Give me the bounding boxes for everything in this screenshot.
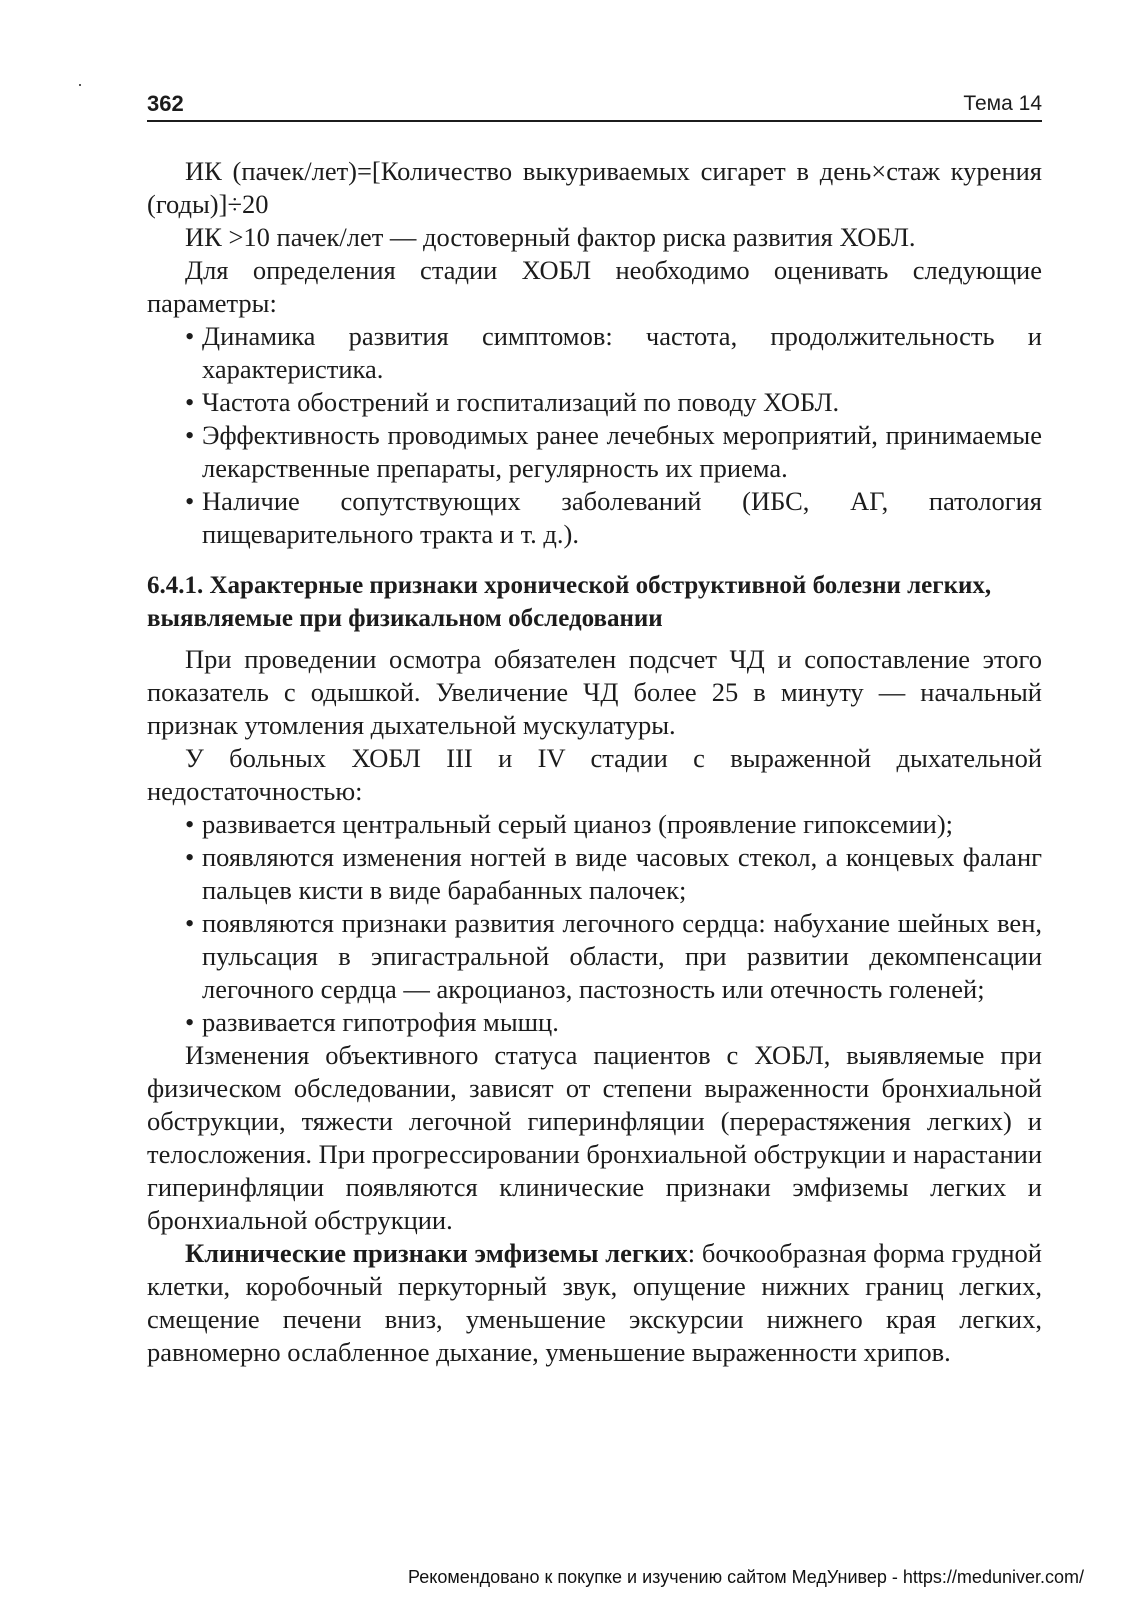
list-item: • Эффективность проводимых ранее лечебных мероприятий, принимаемые лекарственные препараты, регулярность их приема. <box>147 419 1042 485</box>
emphysema-term: Клинические признаки эмфиземы легких <box>185 1238 688 1268</box>
list-item: • Динамика развития симптомов: частота, продолжительность и характеристика. <box>147 320 1042 386</box>
emphysema-paragraph <box>147 1237 1042 1369</box>
list-item: • появляются изменения ногтей в виде часовых стекол, а концевых фаланг пальцев кисти в виде барабанных палочек; <box>147 841 1042 907</box>
list-item: • Наличие сопутствующих заболеваний (ИБС, АГ, патология пищеварительного тракта и т. д.). <box>147 485 1042 551</box>
stage-intro: У больных ХОБЛ III и IV стадии с выраженной дыхательной недостаточностью: <box>147 743 1042 806</box>
parameters-intro: Для определения стадии ХОБЛ необходимо оценивать следующие параметры: <box>147 255 1042 318</box>
scan-speck <box>79 84 81 86</box>
list-item: • развивается гипотрофия мышц. <box>147 1006 1042 1039</box>
parameters-list <box>147 320 1042 551</box>
list-item: • Частота обострений и госпитализаций по поводу ХОБЛ. <box>147 386 1042 419</box>
status-paragraph: Изменения объективного статуса пациентов с ХОБЛ, выявляемые при физическом обследовании, зависят от степени выраженности бронхиальной обструкции, тяжести легочной гиперинфляции (перерастяжения легких) и телосложения. При прогрессировании бронхиальной обструкции и нарастании гиперинфляции появляются клинические признаки эмфиземы легких и бронхиальной обструкции. <box>147 1040 1042 1235</box>
page-header <box>147 90 1042 122</box>
risk-paragraph: ИК >10 пачек/лет — достоверный фактор риска развития ХОБЛ. <box>185 222 916 252</box>
page-body <box>147 155 1042 1369</box>
running-head-theme: Тема 14 <box>963 92 1042 115</box>
emphysema-description: : бочкообразная форма грудной клетки, коробочный перкуторный звук, опущение нижних границ легких, смещение печени вниз, уменьшение экскурсии нижнего края легких, равномерно ослабленное дыхание, уменьшение выраженности хрипов. <box>147 1238 1042 1367</box>
page-number: 362 <box>147 91 184 116</box>
list-item: • появляются признаки развития легочного сердца: набухание шейных вен, пульсация в эпигастральной области, при развитии декомпенсации легочного сердца — акроцианоз, пастозность или отечность голеней; <box>147 907 1042 1006</box>
examination-paragraph: При проведении осмотра обязателен подсчет ЧД и сопоставление этого показатель с одышкой. Увеличение ЧД более 25 в минуту — начальный признак утомления дыхательной мускулатуры. <box>147 644 1042 740</box>
section-heading: 6.4.1. Характерные признаки хронической обструктивной болезни легких, выявляемые при физикальном обследовании <box>147 572 992 632</box>
footer-note: Рекомендовано к покупке и изучению сайтом МедУнивер - https://meduniver.com/ <box>408 1567 1084 1587</box>
signs-list <box>147 808 1042 1039</box>
formula-paragraph: ИК (пачек/лет)=[Количество выкуриваемых сигарет в день×стаж курения (годы)]÷20 <box>147 156 1042 219</box>
header-rule <box>147 120 1042 122</box>
list-item: • развивается центральный серый цианоз (проявление гипоксемии); <box>147 808 1042 841</box>
